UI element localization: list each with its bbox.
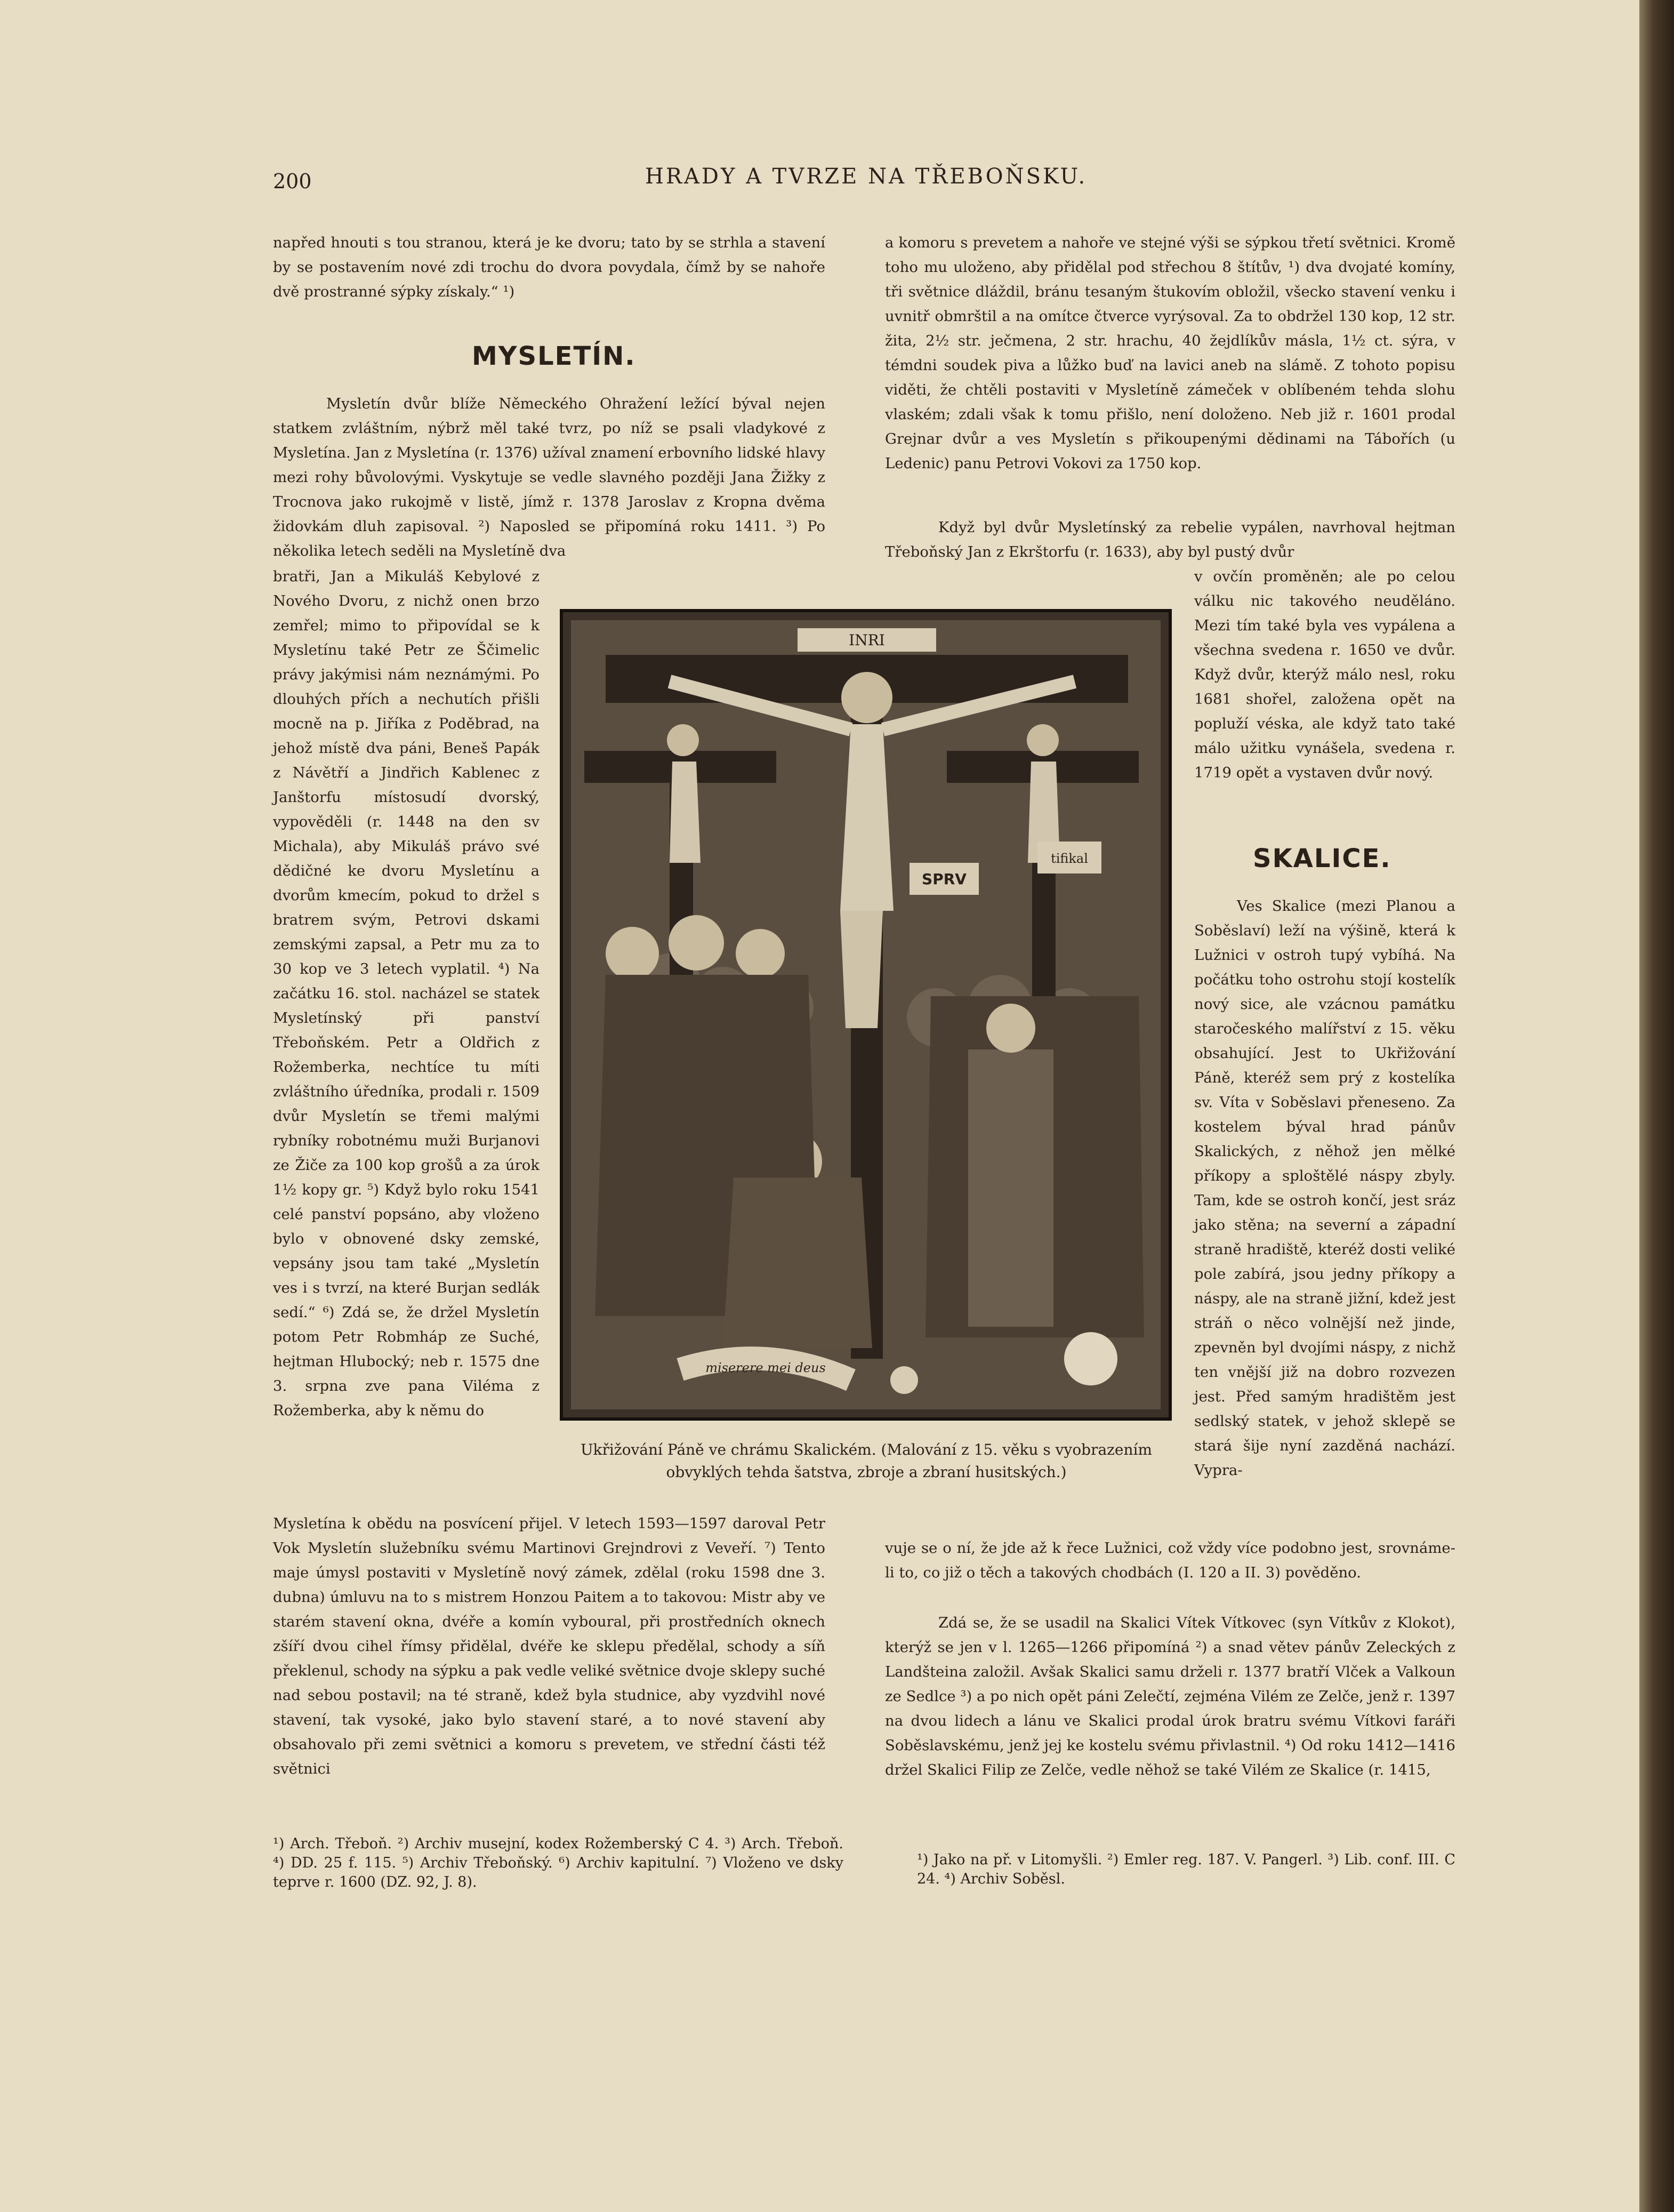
crucifixion-image	[563, 612, 1169, 1417]
mysletin-paragraph-2: bratři, Jan a Mikuláš Kebylové z Nového Dvoru, z nichž onen brzo zemřel; mimo to připovídal se k Mysletínu také Petr ze Ščimelic právy jakýmisi nám neznámými. Po dlouhých přích a nechutích přišli mocně na p. Jiříka z Poděbrad, na jehož místě dva páni, Beneš Papák z Návětří a Jindřich Kablenec z Janštorfu místosudí dvorský, vypověděli (r. 1448 na den sv Michala), aby Mikuláš právo své dědičné ke dvoru Mysletínu a dvorům kmecím, pokud to držel s bratrem svým, Petrovi dskami zemskými zapsal, a Petr mu za to 30 kop ve 3 letech vyplatil. ⁴) Na začátku 16. stol. nacházel se statek Mysletínský při panství Třeboňském. Petr a Oldřich z Rožemberka, nechtíce tu míti zvláštního úředníka, prodali r. 1509 dvůr Mysletín se třemi malými rybníky robotnému muži Burjanovi ze Žiče za 100 kop grošů a za úrok 1½ kopy gr. ⁵) Když bylo roku 1541 celé panství popsáno, aby vloženo bylo v obnovené dsky zemské, vepsány jsou tam také „Mysletín ves i s tvrzí, na které Burjan sedlák sedí.“ ⁶) Zdá se, že držel Mysletín potom Petr Robmháp ze Suché, hejtman Hlubocký; neb r. 1575 dne 3. srpna zve pana Viléma z Rožemberka, aby k němu do	[273, 568, 540, 1419]
banner-right-text: tifikal	[1051, 851, 1088, 866]
page-edge	[1639, 0, 1674, 2212]
figure-caption: Ukřižování Páně ve chrámu Skalickém. (Malování z 15. věku s vyobrazením obvyklých tehda šatstva, zbroje a zbraní husitských.)	[580, 1441, 1153, 1481]
coat-of-arms	[1064, 1332, 1117, 1385]
christ-halo	[841, 672, 892, 723]
burn-paragraph-narrow: v ovčín proměněn; ale po celou válku nic takového neuděláno. Mezi tím také byla ves vypálena a všechna svedena r. 1650 ve dvůr. Když dvůr, kterýž málo nesl, roku 1681 shořel, založena opět na popluží véska, ale když tato také málo užitku vynášela, svedena r. 1719 opět a vystaven dvůr nový.	[1194, 568, 1455, 781]
crucifixion-illustration	[560, 609, 1172, 1421]
skalice-paragraph-1-cont: vuje se o ní, že jde až k řece Lužnici, což vždy více podobno jest, srovnáme-li to, co již o těch a takových chodbách (I. 120 a II. 3) pověděno.	[885, 1540, 1455, 1581]
left-top-paragraph: napřed hnouti s tou stranou, která je ke dvoru; tato by se strhla a stavení by se postavením nové zdi trochu do dvora povydala, čímž by se nahoře dvě prostranné sýpky získaly.“ ¹)	[273, 234, 825, 300]
running-head: HRADY A TVRZE NA TŘEBOŇSKU.	[645, 164, 1088, 189]
page-number: 200	[273, 170, 312, 193]
mysletin-paragraph-1: Mysletín dvůr blíže Německého Ohražení ležící býval nejen statkem zvláštním, nýbrž měl také tvrz, po níž se psali vladykové z Mysletína. Jan z Mysletína (r. 1376) užíval znamení erbovního lidské hlavy mezi rohy bůvolovými. Vyskytuje se vedle slavného později Jana Žižky z Trocnova jako rukojmě v listě, jímž r. 1378 Jaroslav z Kropna dvěma židovkám dluh zapisoval. ²) Naposled se připomíná roku 1411. ³) Po několika letech seděli na Mysletíně dva	[273, 395, 825, 559]
footnotes-left: ¹) Arch. Třeboň. ²) Archiv musejní, kodex Rožemberský C 4. ³) Arch. Třeboň. ⁴) DD. 25 f. 115. ⁵) Archiv Třeboňský. ⁶) Archiv kapitulní. ⁷) Vloženo ve dsky teprve r. 1600 (DZ. 92, J. 8).	[273, 1836, 843, 1890]
inri-text: INRI	[849, 631, 885, 649]
footnotes-right: ¹) Jako na př. v Litomyšli. ²) Emler reg. 187. V. Pangerl. ³) Lib. conf. III. C 24. ⁴) Archiv Soběsl.	[917, 1852, 1455, 1887]
magdalene	[723, 1177, 872, 1348]
banner-left-text: SPRV	[922, 870, 967, 888]
heading-skalice: SKALICE.	[1253, 844, 1391, 873]
scroll-text: miserere mei deus	[705, 1360, 826, 1375]
skull	[890, 1366, 918, 1394]
burn-paragraph-intro: Když byl dvůr Mysletínský za rebelie vypálen, navrhoval hejtman Třeboňský Jan z Ekrštorfu (r. 1633), aby byl pustý dvůr	[885, 519, 1455, 560]
skalice-paragraph-2: Zdá se, že se usadil na Skalici Vítek Vítkovec (syn Vítkův z Klokot), kterýž se jen v l. 1265—1266 připomíná ²) a snad větev pánův Zeleckých z Landšteina založil. Avšak Skalici samu drželi r. 1377 bratří Vlček a Valkoun ze Sedlce ³) a po nich opět páni Zelečtí, zejména Vilém ze Zelče, jenž r. 1397 na dvou lidech a lánu ve Skalici prodal úrok bratru svému Vítkovi faráři Soběslavskému, jenž jej ke kostelu svému přivlastnil. ⁴) Od roku 1412—1416 držel Skalici Filip ze Zelče, vedle něhož se také Vilém ze Skalice (r. 1415,	[885, 1614, 1455, 1778]
left-thief	[670, 762, 701, 863]
heading-mysletin: MYSLETÍN.	[472, 341, 636, 371]
right-top-paragraph: a komoru s prevetem a nahoře ve stejné výši se sýpkou třetí světnici. Kromě toho mu uloženo, aby přidělal pod střechou 8 štítův, ¹) dva dvojaté komíny, tři světnice dláždil, bránu tesaným štukovím obložil, všecko stavení venku i uvnitř obmrštil a na omítce čtverce vyrýsoval. Za to obdržel 130 kop, 12 str. žita, 2½ str. ječmena, 2 str. hrachu, 40 žejdlíkův másla, 1½ ct. sýra, v témdni soudek piva a lůžko buď na lavici aneb na slámě. Z tohoto popisu viděti, že chtěli postaviti v Mysletíně zámeček v oblíbeném tehda slohu vlaském; zdali však k tomu přišlo, není doloženo. Neb již r. 1601 prodal Grejnar dvůr a ves Mysletín s přikoupenými dědinami na Tábořích (u Ledenic) panu Petrovi Vokovi za 1750 kop.	[885, 234, 1455, 472]
centurion	[968, 1049, 1053, 1327]
mysletin-paragraph-3: Mysletína k obědu na posvícení přijel. V letech 1593—1597 daroval Petr Vok Mysletín služebníku svému Martinovi Grejndrovi z Veveří. ⁷) Tento maje úmysl postaviti v Mysletíně nový zámek, zdělal (roku 1598 dne 3. dubna) úmluvu na to s mistrem Honzou Paitem a to takovou: Mistr aby ve starém stavení okna, dvéře a komín vyboural, při prostředních oknech zšíří dvou cihel římsy přidělal, dvéře ke sklepu předělal, schody a síň překlenul, schody na sýpku a pak vedle veliké světnice dvoje sklepy suché nad sebou postavil; na té straně, kdež byla studnice, aby vyzdvihl nové stavení, tak vysoké, jako bylo stavení staré, a to nové stavení aby obsahovalo při zemi světnici a komoru s prevetem, ve střední části též světnici	[273, 1515, 825, 1777]
skalice-paragraph-1: Ves Skalice (mezi Planou a Soběslaví) leží na výšině, která k Lužnici v ostroh tupý vybíhá. Na počátku toho ostrohu stojí kostelík nový sice, ale vzácnou památku staročeského malířství z 15. věku obsahující. Jest to Ukřižování Páně, kteréž sem prý z kostelíka sv. Víta v Soběslavi přeneseno. Za kostelem býval hrad pánův Skalických, z něhož jen mělké příkopy a sploštělé náspy zbyly. Tam, kde se ostroh končí, jest sráz jako stěna; na severní a západní straně hradiště, kteréž dosti veliké pole zabírá, jsou jedny příkopy a náspy, ale na straně jižní, kdež jest stráň o něco volnější než jinde, zpevněn byl dvojími náspy, z nichž ten vnější již na dobro rozvezen jest. Před samým hradištěm jest sedlský statek, v jehož sklepě se stará šije nyní zazděná nachází. Vypra-	[1194, 897, 1455, 1479]
